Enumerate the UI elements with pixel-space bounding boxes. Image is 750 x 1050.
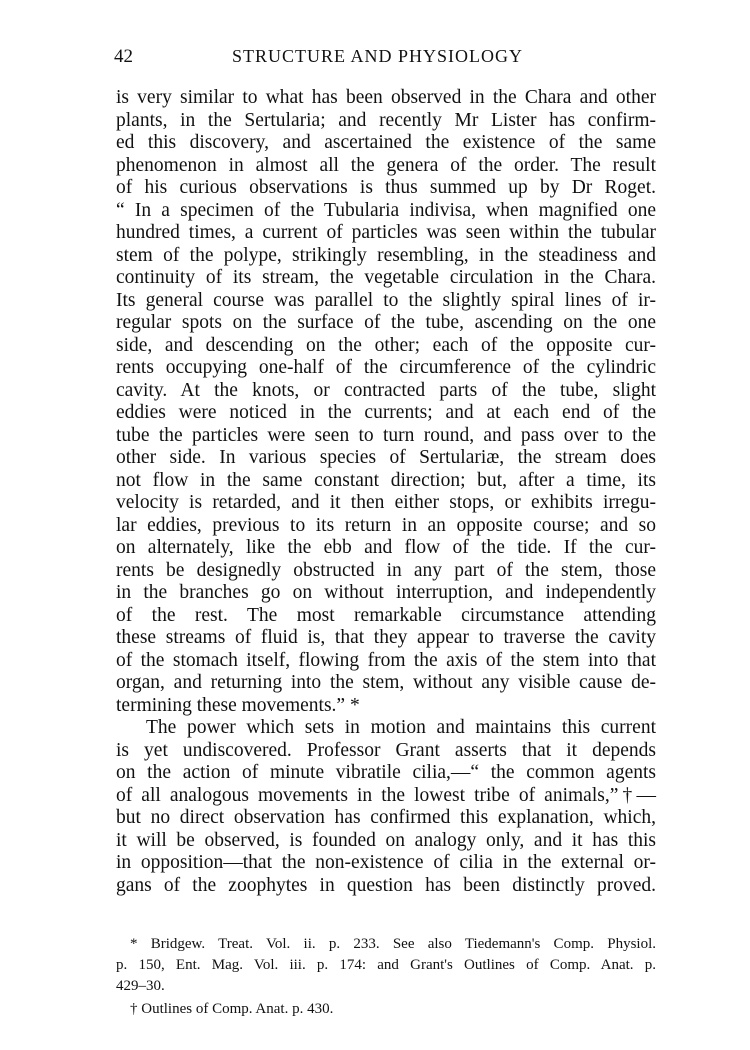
body-line: rents be designedly obstructed in any part of the stem, those bbox=[116, 559, 656, 581]
body-line: on alternately, like the ebb and flow of the tide. If the cur- bbox=[116, 537, 656, 558]
body-text bbox=[116, 87, 656, 897]
page-header bbox=[114, 46, 634, 76]
body-line: of the rest. The most remarkable circumstance attending bbox=[116, 604, 656, 626]
body-line: rents occupying one-half of the circumference of the cylindric bbox=[116, 357, 656, 378]
body-line: regular spots on the surface of the tube, ascending on the one bbox=[116, 312, 656, 333]
body-line: in opposition—that the non-existence of cilia in the external or- bbox=[116, 852, 656, 873]
body-line: hundred times, a current of particles was seen within the tubular bbox=[116, 222, 656, 243]
body-line: in the branches go on without interruption, and independently bbox=[116, 582, 656, 603]
body-line: termining these movements.” * bbox=[116, 694, 360, 716]
body-line: of his curious observations is thus summed up by Dr Roget. bbox=[116, 177, 656, 198]
body-line: stem of the polype, strikingly resembling, in the steadiness and bbox=[116, 244, 656, 266]
body-line: of the stomach itself, flowing from the axis of the stem into that bbox=[116, 649, 656, 671]
footnotes bbox=[116, 934, 656, 1020]
body-line: but no direct observation has confirmed this explanation, which, bbox=[116, 807, 656, 828]
body-line: other side. In various species of Sertulariæ, the stream does bbox=[116, 447, 656, 468]
body-line: tube the particles were seen to turn round, and pass over to the bbox=[116, 424, 656, 446]
body-line: plants, in the Sertularia; and recently Mr Lister has confirm- bbox=[116, 109, 656, 131]
body-line: velocity is retarded, and it then either stops, or exhibits irregu- bbox=[116, 492, 656, 513]
footnote-line: p. 150, Ent. Mag. Vol. iii. p. 174: and Grant's Outlines of Comp. Anat. p. bbox=[116, 957, 656, 973]
body-line: cavity. At the knots, or contracted parts of the tube, slight bbox=[116, 379, 656, 401]
body-line: phenomenon in almost all the genera of the order. The result bbox=[116, 154, 656, 176]
footnote-line: 429–30. bbox=[116, 978, 165, 994]
paragraph-start-line: The power which sets in motion and maintains this current bbox=[146, 717, 656, 738]
body-line: continuity of its stream, the vegetable circulation in the Chara. bbox=[116, 267, 656, 288]
body-line: ed this discovery, and ascertained the existence of the same bbox=[116, 132, 656, 153]
body-line: organ, and returning into the stem, without any visible cause de- bbox=[116, 672, 656, 693]
body-line: on the action of minute vibratile cilia,—“ the common agents bbox=[116, 762, 656, 783]
body-line: not flow in the same constant direction; but, after a time, its bbox=[116, 469, 656, 491]
body-line: side, and descending on the other; each of the opposite cur- bbox=[116, 334, 656, 356]
footnote-line: † Outlines of Comp. Anat. p. 430. bbox=[130, 1001, 334, 1017]
body-line: of all analogous movements in the lowest tribe of animals,”†— bbox=[116, 784, 656, 806]
body-line: Its general course was parallel to the slightly spiral lines of ir- bbox=[116, 289, 656, 311]
body-line: it will be observed, is founded on analogy only, and it has this bbox=[116, 829, 656, 851]
footnote-line: * Bridgew. Treat. Vol. ii. p. 233. See also Tiedemann's Comp. Physiol. bbox=[130, 936, 656, 952]
body-line: gans of the zoophytes in question has been distinctly proved. bbox=[116, 874, 656, 896]
page-number: 42 bbox=[114, 46, 133, 67]
body-line: “ In a specimen of the Tubularia indivisa, when magnified one bbox=[116, 199, 656, 221]
body-line: is very similar to what has been observed in the Chara and other bbox=[116, 87, 656, 108]
body-line: these streams of fluid is, that they appear to traverse the cavity bbox=[116, 627, 656, 648]
body-line: eddies were noticed in the currents; and at each end of the bbox=[116, 402, 656, 423]
running-head: STRUCTURE AND PHYSIOLOGY bbox=[232, 46, 524, 66]
body-line: lar eddies, previous to its return in an opposite course; and so bbox=[116, 514, 656, 536]
body-line: is yet undiscovered. Professor Grant asserts that it depends bbox=[116, 739, 656, 761]
